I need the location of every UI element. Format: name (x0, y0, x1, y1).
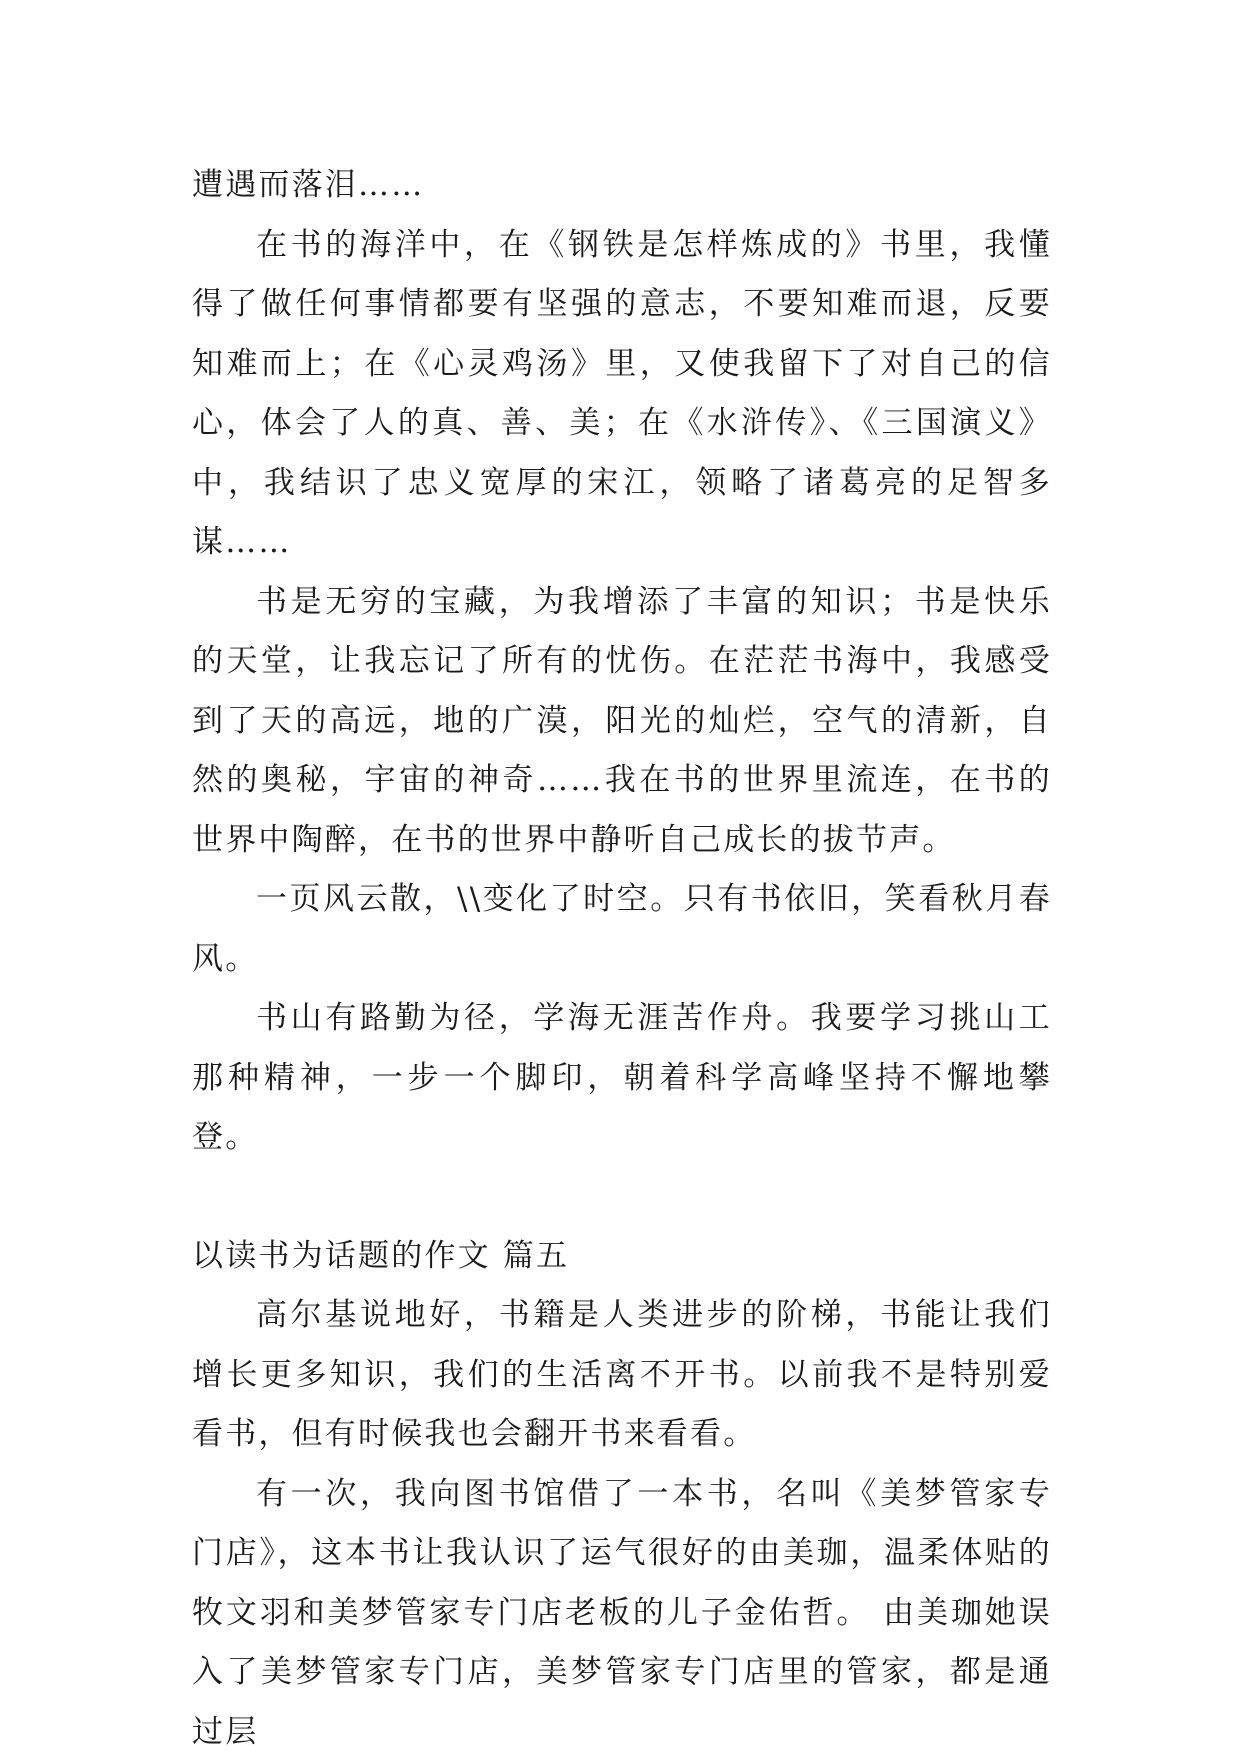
paragraph-continuation: 遭遇而落泪…… (192, 156, 1052, 216)
section-heading: 以读书为话题的作文 篇五 (192, 1227, 1052, 1287)
paragraph-book-mountain: 书山有路勤为径，学海无涯苦作舟。我要学习挑山工那种精神，一步一个脚印，朝着科学高峰坚持不懈地攀登。 (192, 989, 1052, 1168)
paragraph-books-treasure: 书是无穷的宝藏，为我增添了丰富的知识；书是快乐的天堂，让我忘记了所有的忧伤。在茫茫书海中，我感受到了天的高远，地的广漠，阳光的灿烂，空气的清新，自然的奥秘，宇宙的神奇……我在书的世界里流连，在书的世界中陶醉，在书的世界中静听自己成长的拔节声。 (192, 573, 1052, 871)
paragraph-page-wind-clouds: 一页风云散，\\变化了时空。只有书依旧，笑看秋月春风。 (192, 870, 1052, 989)
paragraph-gorky-quote: 高尔基说地好，书籍是人类进步的阶梯，书能让我们增长更多知识，我们的生活离不开书。以前我不是特别爱看书，但有时候我也会翻开书来看看。 (192, 1286, 1052, 1465)
paragraph-library-book: 有一次，我向图书馆借了一本书，名叫《美梦管家专门店》，这本书让我认识了运气很好的由美珈，温柔体贴的牧文羽和美梦管家专门店老板的儿子金佑哲。 由美珈她误入了美梦管家专门店，美梦管家专门店里的管家，都是通过层 (192, 1465, 1052, 1762)
paragraph-books-lessons: 在书的海洋中，在《钢铁是怎样炼成的》书里，我懂得了做任何事情都要有坚强的意志，不要知难而退，反要知难而上；在《心灵鸡汤》里，又使我留下了对自己的信心，体会了人的真、善、美；在《水浒传》、《三国演义》中，我结识了忠义宽厚的宋江，领略了诸葛亮的足智多谋…… (192, 216, 1052, 573)
document-body (192, 156, 1052, 1762)
